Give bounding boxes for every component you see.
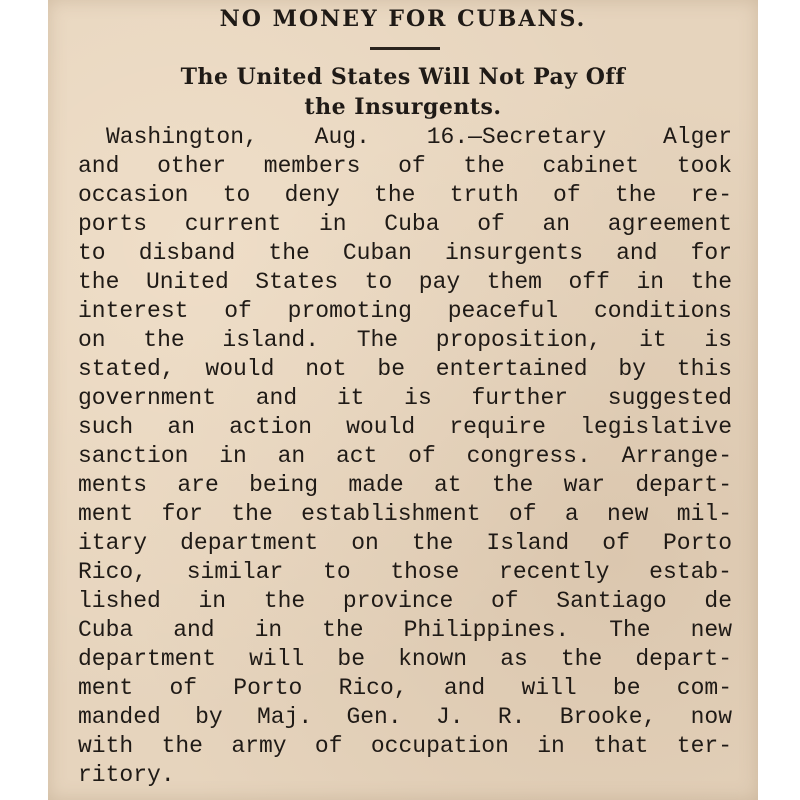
body-line: ments are being made at the war depart- (78, 472, 732, 498)
body-line: with the army of occupation in that ter- (78, 733, 732, 759)
body-line: manded by Maj. Gen. J. R. Brooke, now (78, 704, 732, 730)
subheadline-line: The United States Will Not Pay Off (180, 64, 626, 90)
body-line: occasion to deny the truth of the re- (78, 182, 732, 208)
body-line: itary department on the Island of Porto (78, 530, 732, 556)
body-line: Cuba and in the Philippines. The new (78, 617, 732, 643)
body-line: to disband the Cuban insurgents and for (78, 240, 732, 266)
body-line: such an action would require legislative (78, 414, 732, 440)
subheadline (68, 62, 738, 122)
body-line: sanction in an act of congress. Arrange- (78, 443, 732, 469)
body-line: ports current in Cuba of an agreement (78, 211, 732, 237)
body-line: lished in the province of Santiago de (78, 588, 732, 614)
body-line: ment of Porto Rico, and will be com- (78, 675, 732, 701)
body-line: government and it is further suggested (78, 385, 732, 411)
body-line: department will be known as the depart- (78, 646, 732, 672)
headline: NO MONEY FOR CUBANS. (219, 6, 587, 32)
body-line: on the island. The proposition, it is (78, 327, 732, 353)
body-line: the United States to pay them off in the (78, 269, 732, 295)
body-line: stated, would not be entertained by this (78, 356, 732, 382)
headline-divider (370, 47, 440, 50)
body-line: interest of promoting peaceful conditions (78, 298, 732, 324)
body-line: Washington, Aug. 16.—Secretary Alger (106, 124, 732, 150)
newspaper-clipping (48, 0, 758, 800)
body-line: and other members of the cabinet took (78, 153, 732, 179)
body-line: ritory. (78, 762, 175, 788)
body-line: Rico, similar to those recently estab- (78, 559, 732, 585)
body-line: ment for the establishment of a new mil- (78, 501, 732, 527)
article-body (78, 123, 732, 790)
subheadline-line: the Insurgents. (304, 94, 502, 120)
